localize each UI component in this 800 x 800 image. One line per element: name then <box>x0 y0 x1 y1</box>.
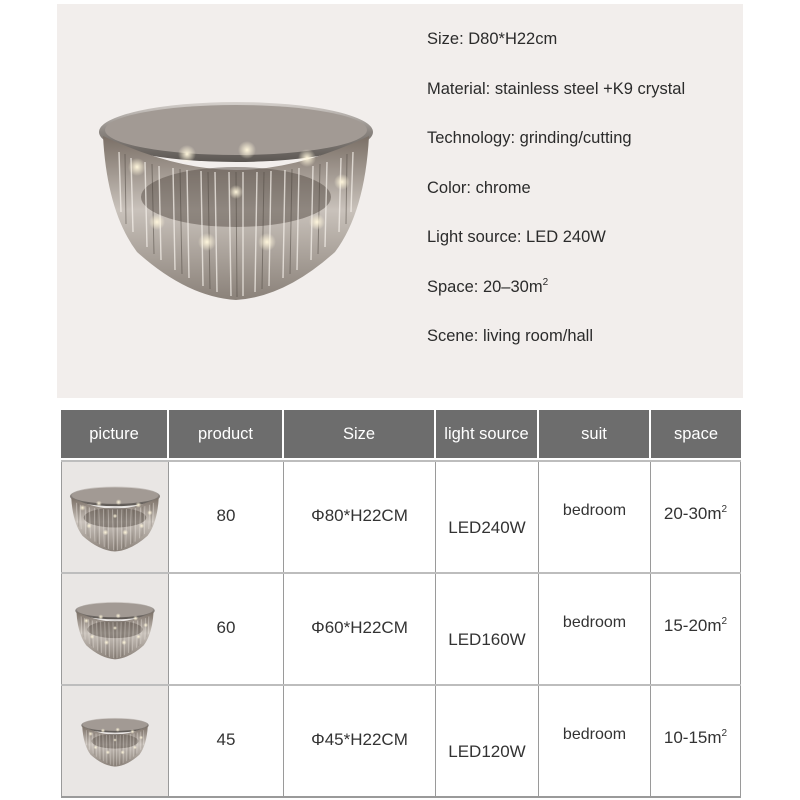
product-value: 80 <box>216 506 236 525</box>
header-picture: picture <box>61 410 169 458</box>
light-source-value: LED160W <box>448 630 526 649</box>
suit-value: bedroom <box>562 614 627 631</box>
product-thumbnail <box>61 574 169 684</box>
size-value: Φ80*H22CM <box>311 506 408 525</box>
crystal-chandelier-icon <box>97 92 375 302</box>
space-value: $10-15m^2$ <box>663 728 728 747</box>
product-value: 45 <box>216 730 236 749</box>
crystal-chandelier-icon <box>66 690 164 790</box>
light-source-value: LED240W <box>448 518 526 537</box>
table-row <box>61 572 741 684</box>
header-space: space <box>673 425 719 443</box>
spec-list <box>427 26 685 373</box>
spec-light-source: Light source: LED 240W <box>427 228 606 246</box>
table-row <box>61 460 741 572</box>
spec-space: Space: $20-30m^2$ <box>427 276 549 296</box>
header-light-source: light source <box>436 410 539 458</box>
suit-value: bedroom <box>562 726 627 743</box>
light-source-value: LED120W <box>448 742 526 761</box>
size-value: Φ60*H22CM <box>311 618 408 637</box>
spec-size: Size: D80*H22cm <box>427 30 558 48</box>
table-header-row <box>61 410 741 458</box>
product-thumbnail <box>61 686 169 796</box>
header-size: Size <box>284 410 436 458</box>
table-row <box>61 684 741 798</box>
crystal-chandelier-icon <box>66 466 164 566</box>
product-size-table <box>61 410 741 798</box>
spec-scene: Scene: living room/hall <box>427 327 593 345</box>
product-info-panel <box>57 4 743 398</box>
size-value: Φ45*H22CM <box>311 730 408 749</box>
space-value: $20-30m^2$ <box>663 504 728 523</box>
header-product: product <box>169 410 284 458</box>
spec-material: Material: stainless steel +K9 crystal <box>427 79 686 98</box>
product-value: 60 <box>216 618 236 637</box>
product-thumbnail <box>61 462 169 572</box>
spec-color: Color: chrome <box>427 178 531 197</box>
spec-technology: Technology: grinding/cutting <box>427 129 632 147</box>
header-suit: suit <box>539 410 651 458</box>
crystal-chandelier-icon <box>66 578 164 678</box>
space-value: $15-20m^2$ <box>663 616 728 635</box>
suit-value: bedroom <box>562 502 627 519</box>
